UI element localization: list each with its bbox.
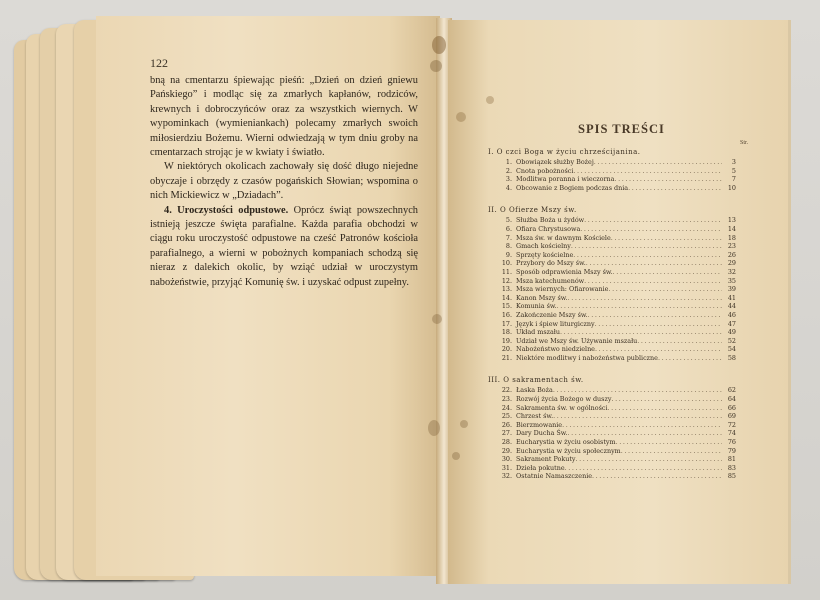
- toc-entry: [488, 251, 736, 260]
- toc-leader-dots: [616, 438, 722, 447]
- toc-entry-title: Obowiązek służby Bożej: [516, 158, 594, 166]
- toc-entry-title: Przybory do Mszy św.: [516, 259, 586, 268]
- toc-entry: [488, 386, 736, 395]
- toc-entry-page: 13: [727, 216, 736, 225]
- toc-entry-page: 79: [727, 446, 736, 455]
- toc-leader-dots: [568, 294, 722, 303]
- toc-entry-number: 2.: [505, 166, 512, 175]
- toc-entry-page: 7: [731, 175, 736, 184]
- toc-entry-page: 54: [727, 345, 736, 354]
- toc-leader-dots: [608, 285, 722, 294]
- toc-leader-dots: [576, 455, 722, 464]
- toc-entry: [488, 216, 736, 225]
- toc-entry-number: 10.: [501, 259, 512, 268]
- toc-section-items: [488, 216, 736, 362]
- paragraph: [150, 204, 418, 290]
- toc-entry-number: 11.: [501, 267, 512, 276]
- toc-entry-number: 16.: [501, 310, 512, 319]
- toc-leader-dots: [573, 167, 722, 176]
- toc-entry-number: 6.: [505, 224, 512, 233]
- toc-leader-dots: [584, 216, 722, 225]
- section-heading: 4. Uroczystości odpustowe.: [164, 204, 289, 216]
- toc-entry-title: Język i śpiew liturgiczny: [516, 319, 595, 328]
- toc-entry-title: Msza wiernych: Ofiarowanie: [516, 285, 609, 294]
- toc-entry-number: 31.: [501, 463, 512, 472]
- stain: [486, 96, 494, 104]
- toc-entry-number: 3.: [505, 175, 512, 184]
- toc-entry: [488, 268, 736, 277]
- stain: [430, 60, 442, 72]
- toc-entry: [488, 395, 736, 404]
- toc-entry-page: 29: [727, 259, 736, 268]
- toc-entry-title: Ofiara Chrystusowa: [516, 224, 581, 233]
- toc-leader-dots: [592, 472, 722, 481]
- toc-leader-dots: [588, 311, 722, 320]
- toc-entry: [488, 320, 736, 329]
- toc-entry: [488, 404, 736, 413]
- toc-entry: [488, 345, 736, 354]
- toc-entry-number: 20.: [501, 345, 512, 354]
- toc-entry-number: 15.: [501, 302, 512, 311]
- toc-entry-title: Udział we Mszy św. Używanie mszału: [516, 336, 638, 345]
- toc-entry: [488, 412, 736, 421]
- toc-entry-number: 22.: [501, 386, 512, 395]
- toc-section-heading: I. O czci Boga w życiu chrześcijanina.: [488, 148, 641, 156]
- toc-entry-title: Eucharystia w życiu osobistym: [516, 438, 616, 447]
- toc-entry-page: 69: [727, 412, 736, 421]
- page-number: 122: [150, 56, 168, 70]
- toc-entry-title: Sposób odprawienia Mszy św.: [516, 267, 613, 276]
- toc-entry-title: Bierzmowanie: [516, 420, 563, 429]
- toc-entry: [488, 175, 736, 184]
- toc-entry-number: 7.: [505, 233, 512, 242]
- stain: [452, 452, 460, 460]
- toc-entry: [488, 311, 736, 320]
- left-page-text: [150, 74, 418, 290]
- toc-entry-title: Zakończenie Mszy św.: [516, 310, 588, 319]
- toc-entry-number: 19.: [501, 336, 512, 345]
- toc-entry-page: 10: [727, 183, 736, 192]
- toc-entry-page: 35: [727, 276, 736, 285]
- toc-leader-dots: [565, 464, 722, 473]
- toc-leader-dots: [594, 158, 722, 167]
- toc-entry-number: 30.: [501, 455, 512, 464]
- toc-entry: [488, 429, 736, 438]
- toc-leader-dots: [573, 251, 722, 260]
- toc-entry-page: 66: [727, 403, 736, 412]
- toc-entry-title: Niektóre modlitwy i nabożeństwa publiczne: [516, 353, 658, 362]
- toc-entry: [488, 447, 736, 456]
- toc-entry: [488, 225, 736, 234]
- toc-leader-dots: [608, 404, 722, 413]
- toc-entry: [488, 438, 736, 447]
- toc-entry-title: Gmach kościelny: [516, 242, 571, 251]
- toc-leader-dots: [611, 395, 722, 404]
- toc-leader-dots: [613, 268, 722, 277]
- toc-entry-page: 81: [727, 455, 736, 464]
- toc-leader-dots: [658, 354, 722, 363]
- toc-entry: [488, 455, 736, 464]
- toc-entry-page: 41: [727, 293, 736, 302]
- stain: [432, 36, 446, 54]
- toc-entry: [488, 259, 736, 268]
- toc-entry: [488, 337, 736, 346]
- toc-entry: [488, 328, 736, 337]
- toc-leader-dots: [586, 259, 722, 268]
- toc-section-heading: II. O Ofierze Mszy św.: [488, 206, 577, 215]
- toc-entry-number: 23.: [501, 395, 512, 404]
- toc-entry-page: 26: [727, 250, 736, 259]
- toc-leader-dots: [584, 277, 722, 286]
- toc-section-items: [488, 386, 736, 481]
- toc-entry-title: Łaska Boża: [516, 386, 553, 395]
- toc-entry-number: 27.: [501, 429, 512, 438]
- toc-leader-dots: [560, 328, 722, 337]
- stain: [432, 314, 442, 324]
- toc-entry-title: Sprzęty kościelne: [516, 250, 574, 259]
- toc-entry-number: 14.: [501, 293, 512, 302]
- toc-entry-number: 28.: [501, 438, 512, 447]
- toc-leader-dots: [553, 386, 722, 395]
- toc-entry-title: Sakramenta św. w ogólności: [516, 403, 608, 412]
- toc-leader-dots: [637, 337, 722, 346]
- toc-leader-dots: [553, 412, 722, 421]
- toc-entry-number: 17.: [501, 319, 512, 328]
- toc-leader-dots: [628, 184, 722, 193]
- toc-entry-number: 24.: [501, 403, 512, 412]
- stain: [456, 112, 466, 122]
- section-text: Oprócz świąt powszechnych istnieją jeszcze święta parafialne. Każda parafia obchodzi w ciągu roku uroczystość odpustowe na cześć Patronów kościoła parafialnego, a wierni w pobożnych kompaniach schodzą się nieraz z dalekich okolic, by wziąć udział w uroczystym nabożeństwie, przyjąć Komunię św. i uzyskać odpust zupełny.: [150, 204, 419, 288]
- toc-entry: [488, 354, 736, 363]
- toc-entry-page: 52: [727, 336, 736, 345]
- toc-leader-dots: [568, 429, 722, 438]
- toc-entry: [488, 234, 736, 243]
- toc-entry-page: 44: [727, 302, 736, 311]
- toc-gap: [488, 487, 736, 493]
- toc-entry-title: Msza św. w dawnym Kościele: [516, 233, 611, 242]
- toc-entry-number: 5.: [505, 216, 512, 225]
- toc-entry-page: 58: [727, 353, 736, 362]
- paragraph: bną na cmentarzu śpiewając pieśń: „Dzień on dzień gniewu Pańskiego” i modląc się za zmarłych kapłanów, rodziców, krewnych i dobroczyńców oraz za wszystkich wiernych. W wypominkach (wymieniankach) polecamy zmarłych swoich miłosierdziu Bożemu. Wierni odwiedzają w tym dniu groby na cmentarzach strojąc je w kwiaty i światło.: [150, 75, 418, 159]
- toc-entry-title: Sakrament Pokuty: [516, 455, 576, 464]
- toc-leader-dots: [614, 175, 722, 184]
- toc-entry-page: 18: [727, 233, 736, 242]
- toc-entry-number: 12.: [501, 276, 512, 285]
- toc-entry-title: Rozwój życia Bożego w duszy: [516, 395, 612, 404]
- toc-entry-title: Obcowanie z Bogiem podczas dnia: [516, 183, 629, 192]
- toc-leader-dots: [562, 421, 722, 430]
- toc-entry-page: 32: [727, 267, 736, 276]
- toc-entry-page: 14: [727, 224, 736, 233]
- toc-title: SPIS TREŚCI: [578, 122, 665, 136]
- toc-entry: [488, 242, 736, 251]
- toc-entry-page: 47: [727, 319, 736, 328]
- toc-entry-number: 8.: [505, 242, 512, 251]
- toc-entry-title: Dzieła pokutne: [516, 463, 565, 472]
- toc-entry-page: 74: [727, 429, 736, 438]
- toc-leader-dots: [571, 242, 722, 251]
- stain: [460, 420, 468, 428]
- toc-leader-dots: [611, 234, 722, 243]
- toc-entry-title: Kanon Mszy św.: [516, 293, 568, 302]
- toc-entry-title: Modlitwa poranna i wieczorna: [516, 175, 615, 184]
- toc-leader-dots: [595, 345, 722, 354]
- toc-entry-page: 3: [731, 158, 736, 166]
- toc-entry: [488, 464, 736, 473]
- toc-entry-title: Eucharystia w życiu społecznym: [516, 446, 621, 455]
- toc-entry: [488, 277, 736, 286]
- toc-entry-page: 76: [727, 438, 736, 447]
- toc-leader-dots: [580, 225, 722, 234]
- toc-section-heading: III. O sakramentach św.: [488, 376, 584, 385]
- toc-entry-page: 5: [731, 166, 736, 175]
- toc-section-items: [488, 158, 736, 192]
- toc-leader-dots: [621, 447, 722, 456]
- toc-entry-page: 46: [727, 310, 736, 319]
- toc-entry-number: 13.: [501, 285, 512, 294]
- toc-entry-number: 26.: [501, 420, 512, 429]
- toc-entry-title: Chrzest św.: [516, 412, 554, 421]
- page-column-label: Str.: [740, 140, 749, 146]
- paragraph: W niektórych okolicach zachowały się dość długo niejedne obyczaje i obrzędy z czasów pogańskich Słowian; wspomina o nich Mickiewicz w „Dziadach”.: [150, 161, 418, 202]
- toc-entry: [488, 472, 736, 481]
- toc-entry: [488, 184, 736, 193]
- toc-entry-page: 49: [727, 328, 736, 337]
- toc-entry-number: 9.: [505, 250, 512, 259]
- toc-entry-title: Cnota pobożności: [516, 166, 574, 175]
- table-of-contents: [488, 146, 736, 493]
- toc-entry-page: 83: [727, 463, 736, 472]
- toc-entry-title: Dary Ducha Św.: [516, 429, 568, 438]
- toc-entry-number: 21.: [501, 353, 512, 362]
- toc-entry-page: 62: [727, 386, 736, 395]
- toc-entry-number: 4.: [505, 183, 512, 192]
- toc-entry-title: Msza katechumenów: [516, 276, 585, 285]
- toc-entry-title: Służba Boża u żydów: [516, 216, 585, 225]
- toc-entry: [488, 285, 736, 294]
- toc-entry: [488, 302, 736, 311]
- toc-entry-number: 18.: [501, 328, 512, 337]
- toc-entry-page: 23: [727, 242, 736, 251]
- toc-entry-title: Układ mszału: [516, 328, 560, 337]
- toc-entry-number: 1.: [505, 158, 512, 166]
- toc-entry-page: 72: [727, 420, 736, 429]
- toc-entry-number: 29.: [501, 446, 512, 455]
- toc-entry: [488, 294, 736, 303]
- toc-entry: [488, 167, 736, 176]
- toc-leader-dots: [595, 320, 722, 329]
- toc-entry-title: Ostatnie Namaszczenie: [516, 472, 593, 481]
- toc-leader-dots: [557, 302, 722, 311]
- toc-entry-number: 25.: [501, 412, 512, 421]
- toc-entry-page: 85: [727, 472, 736, 481]
- toc-entry-title: Nabożeństwo niedzielne: [516, 345, 595, 354]
- toc-entry: [488, 158, 736, 167]
- stain: [428, 420, 440, 436]
- toc-entry-page: 39: [727, 285, 736, 294]
- toc-entry-page: 64: [727, 395, 736, 404]
- toc-entry-number: 32.: [501, 472, 512, 481]
- toc-entry-title: Komunia św.: [516, 302, 557, 311]
